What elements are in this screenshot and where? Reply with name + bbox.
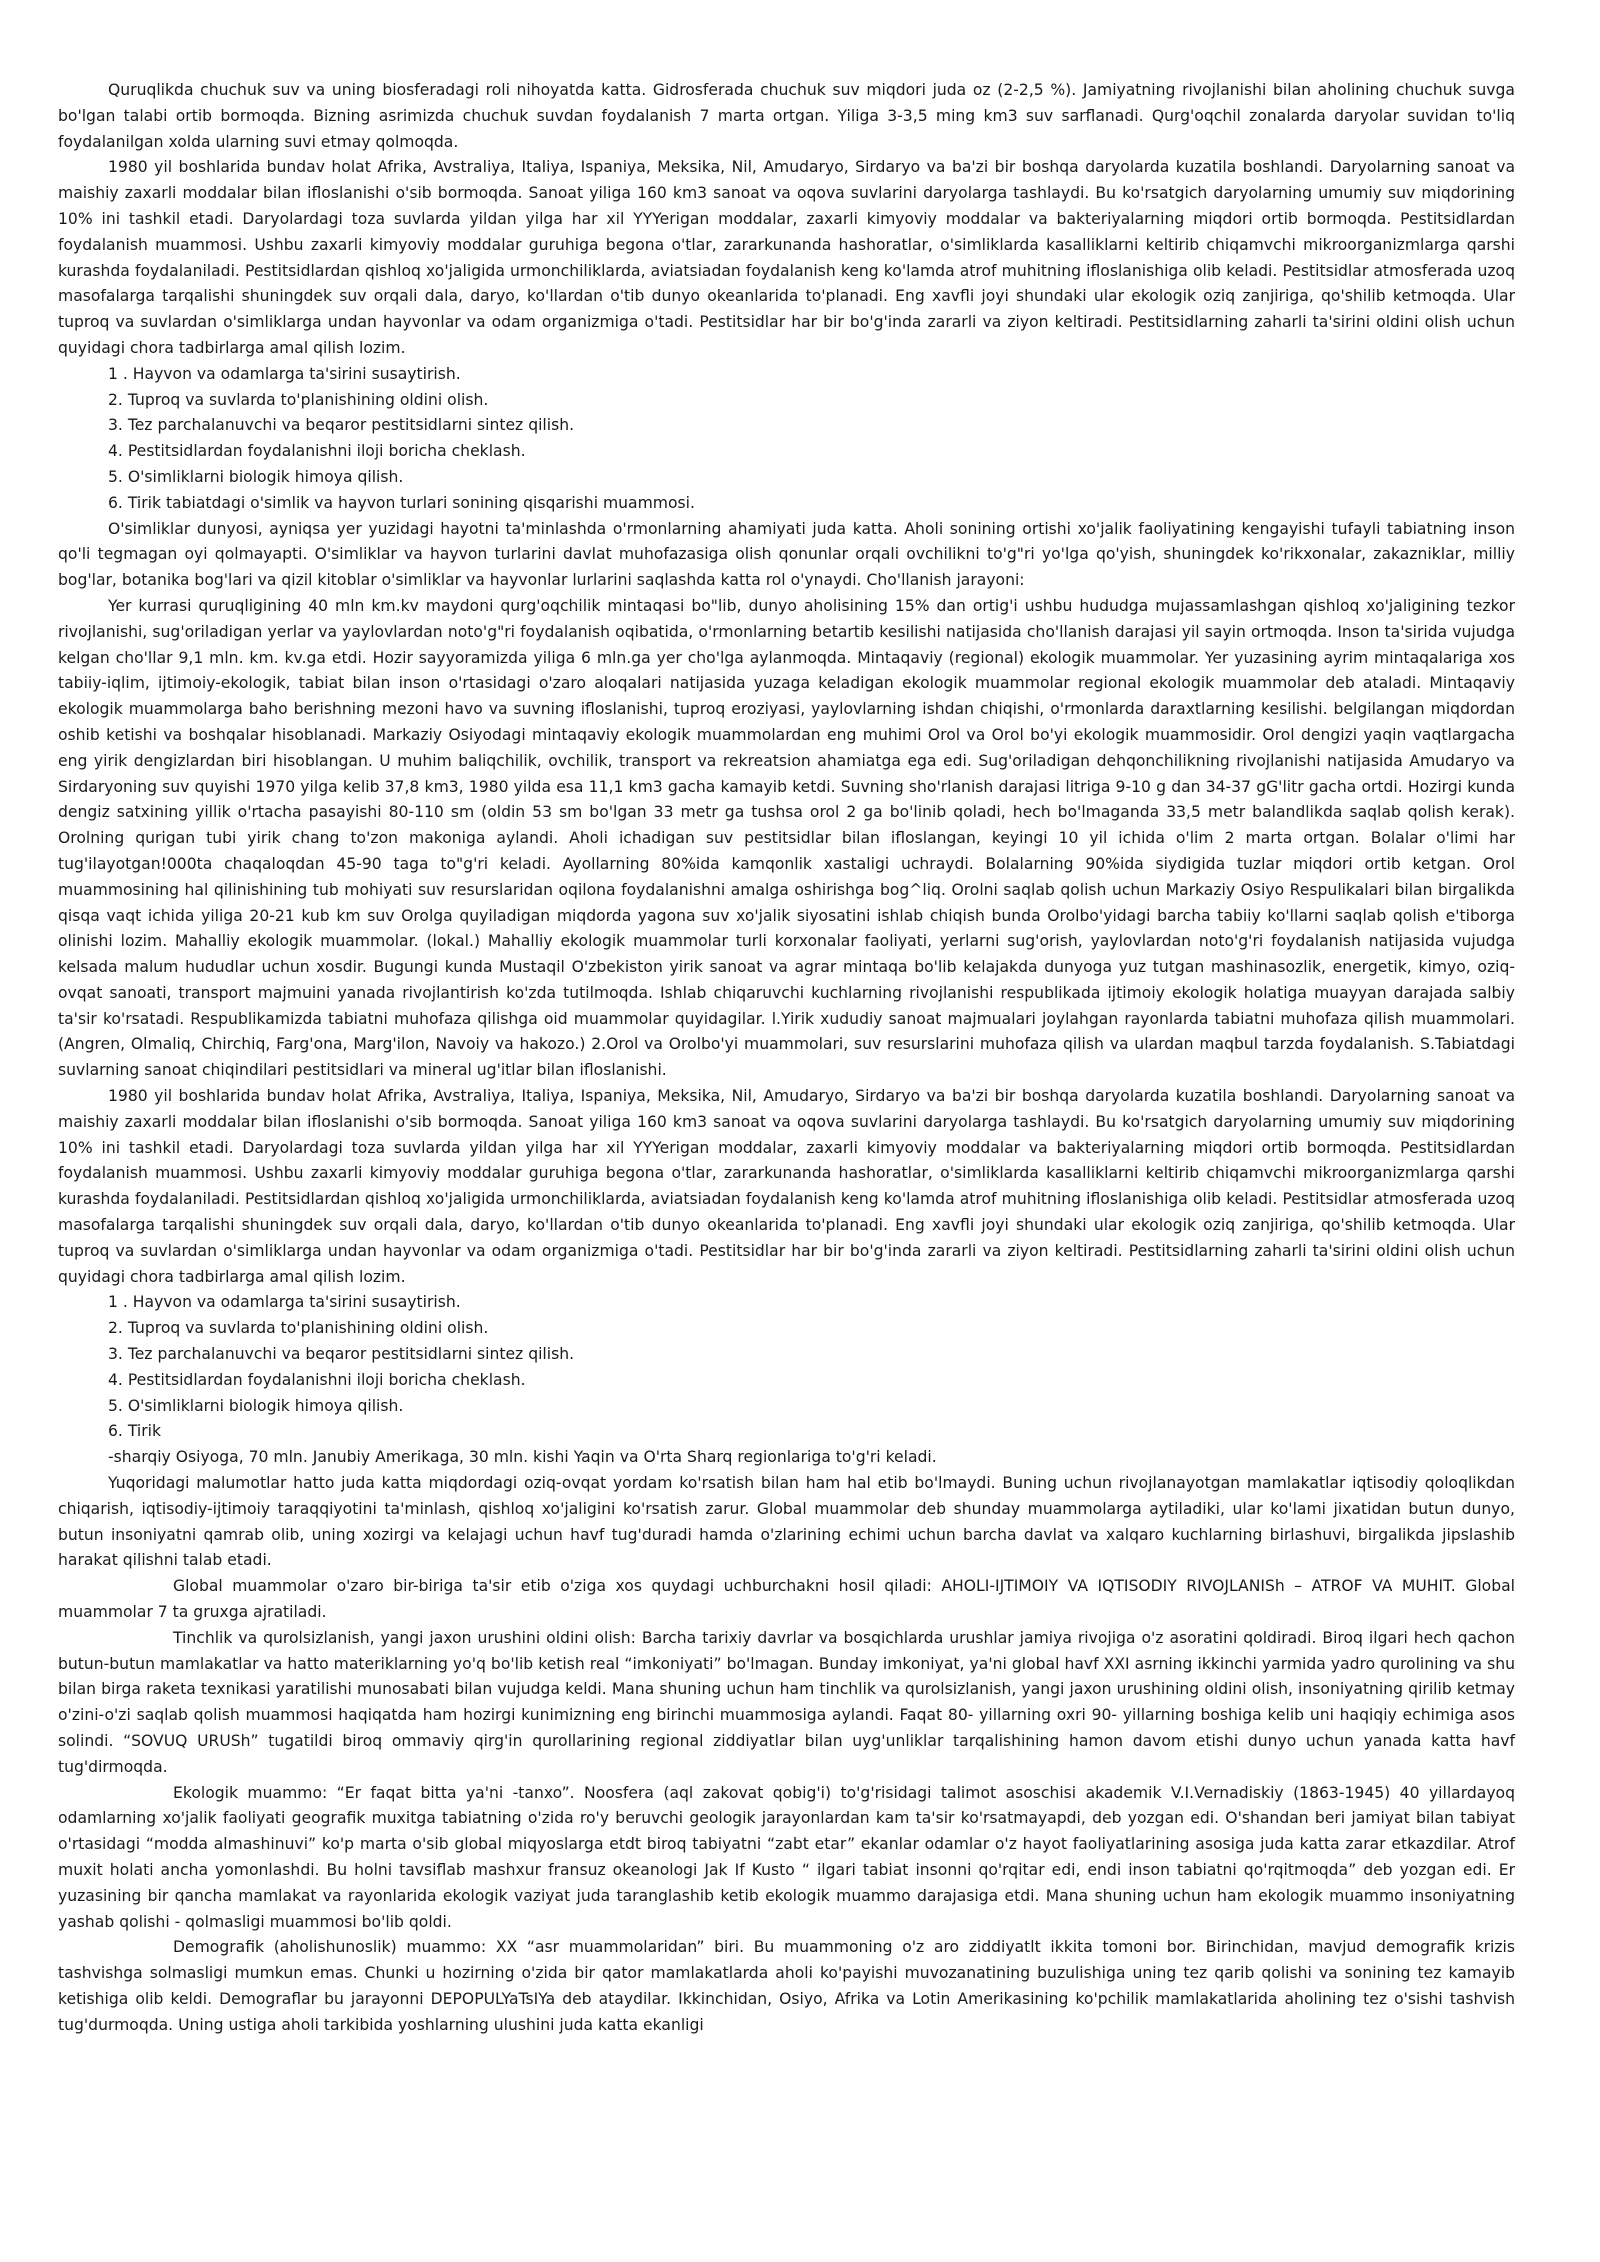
- paragraph-global-problems: Yuqoridagi malumotlar hatto juda katta miqdordagi oziq-ovqat yordam ko'rsatish bilan ham hal etib bo'lmaydi. Buning uchun rivojlanayotgan mamlakatlar iqtisodiy qoloqlikdan chiqarish, iqtisodiy-ijtimoiy taraqqiyotini ta'minlash, qishloq xo'jaligini ko'rsatish zarur. Global muammolar deb shunday muammolarga aytiladiki, ular ko'lami jixatidan butun dunyo, butun insoniyatni qamrab olib, uning xozirgi va kelajagi uchun havf tug'duradi hamda o'zlarining echimi uchun barcha davlat va xalqaro kuchlarning birlashuvi, birgalikda jipslashib harakat qilishni talab etadi.: [58, 1474, 1515, 1570]
- list-item: 1 . Hayvon va odamlarga ta'sirini susaytirish.: [108, 364, 461, 383]
- list-item: 6. Tirik tabiatdagi o'simlik va hayvon turlari sonining qisqarishi muammosi.: [108, 493, 695, 512]
- paragraph-demographic-problem: Demografik (aholishunoslik) muammo: XX “asr muammolaridan” biri. Bu muammoning o'z aro ziddiyatlt ikkita tomoni bor. Birinchidan, mavjud demografik krizis tashvishga solmasligi mumkun emas. Chunki u hozirning o'zida bir qator mamlakatlarda aholi ko'payishi muvozanatining buzulishiga uning tez qarib qolishi va sonining tez kamayib ketishiga olib keldi. Demograflar bu jarayonni DEPOPULYaTsIYa deb ataydilar. Ikkinchidan, Osiyo, Afrika va Lotin Amerikasining ko'pchilik mamlakatlarida aholining tez o'sishi tashvish tug'durmoqda. Uning ustiga aholi tarkibida yoshlarning ulushini juda katta ekanligi: [58, 1938, 1515, 2034]
- paragraph-ecological-problem: Ekologik muammo: “Er faqat bitta ya'ni -tanxo”. Noosfera (aql zakovat qobig'i) to'g'risidagi talimot asoschisi akademik V.I.Vernadiskiy (1863-1945) 40 yillardayoq odamlarning xo'jalik faoliyati geografik muxitga tabiatning o'zida ro'y beruvchi geologik jarayonlardan kam ta'sir ko'rsatmayapdi, deb yozgan edi. O'shandan beri jamiyat bilan tabiyat o'rtasidagi “modda almashinuvi” ko'p marta o'sib global miqyoslarga etdt biroq tabiyatni “zabt etar” ekanlar odamlar o'z hayot faoliyatlarining asosiga juda katta zarar etkazdilar. Atrof muxit holati ancha yomonlashdi. Bu holni tavsiflab mashxur fransuz okeanologi Jak If Kusto “ ilgari tabiat insonni qo'rqitar edi, endi inson tabiatni qo'rqitmoqda” deb yozgan edi. Er yuzasining bir qancha mamlakat va rayonlarida ekologik vaziyat juda taranglashib ketib ekologik muammo darajasiga etdi. Mana shuning uchun ham ekologik muammo insoniyatning yashab qolishi - qolmasligi muammosi bo'lib qoldi.: [58, 1783, 1515, 1931]
- list-item: 4. Pestitsidlardan foydalanishni iloji boricha cheklash.: [108, 442, 526, 461]
- text-line-fragment: -sharqiy Osiyoga, 70 mln. Janubiy Amerikaga, 30 mln. kishi Yaqin va O'rta Sharq regionlariga to'g'ri keladi.: [108, 1448, 937, 1467]
- paragraph-desertification: Yer kurrasi quruqligining 40 mln km.kv maydoni qurg'oqchilik mintaqasi bo"lib, dunyo aholisining 15% dan ortig'i ushbu hududga mujassamlashgan qishloq xo'jaligining tezkor rivojlanishi, sug'oriladigan yerlar va yaylovlardan noto'g"ri foydalanish oqibatida, o'rmonlarning betartib kesilishi natijasida cho'llanish darajasi yil sayin ortmoqda. Inson ta'sirida vujudga kelgan cho'llar 9,1 mln. km. kv.ga etdi. Hozir sayyoramizda yiliga 6 mln.ga yer cho'lga aylanmoqda. Mintaqaviy (regional) ekologik muammolar. Yer yuzasining ayrim mintaqalariga xos tabiiy-iqlim, ijtimoiy-ekologik, tabiat bilan inson o'rtasidagi o'zaro aloqalari natijasida yuzaga keladigan ekologik muammolar regional ekologik muammolar deb ataladi. Mintaqaviy ekologik muammolarga baho berishning mezoni havo va suvning ifloslanishi, tuproq eroziyasi, yaylovlarning ishdan chiqishi, o'rmonlarda daraxtlarning kesilishi. belgilangan miqdordan oshib ketishi va boshqalar hisoblanadi. Markaziy Osiyodagi mintaqaviy ekologik muammolardan eng muhimi Orol va Orol bo'yi ekologik muammosidir. Orol dengizi yaqin vaqtlargacha eng yirik dengizlardan biri hisoblangan. U muhim baliqchilik, ovchilik, transport va rekreatsion ahamiatga ega edi. Sug'oriladigan dehqonchilikning rivojlanishi natijasida Amudaryo va Sirdaryoning suv quyishi 1970 yilga kelib 37,8 km3, 1980 yilda esa 11,1 km3 gacha kamayib ketdi. Suvning sho'rlanish darajasi litriga 9-10 g dan 34-37 gG'litr gacha ortdi. Hozirgi kunda dengiz satxining yillik o'rtacha pasayishi 80-110 sm (oldin 53 sm bo'lgan 33 metr ga tushsa orol 2 ga bo'linib qoladi, hech bo'lmaganda 33,5 metr balandlikda saqlab qolish kerak). Orolning qurigan tubi yirik chang to'zon makoniga aylandi. Aholi ichadigan suv pestitsidlar bilan ifloslangan, keyingi 10 yil ichida o'lim 2 marta ortgan. Bolalar o'limi har tug'ilayotgan!000ta chaqaloqdan 45-90 taga to"g'ri keladi. Ayollarning 80%ida kamqonlik xastaligi uchraydi. Bolalarning 90%ida siydigida tuzlar miqdori ortib ketgan. Orol muammosining hal qilinishining tub mohiyati suv resurslaridan oqilona foydalanishni amalga oshirishga bog^liq. Orolni saqlab qolish uchun Markaziy Osiyo Respulikalari bilan birgalikda qisqa vaqt ichida yiliga 20-21 kub km suv Orolga quyiladigan miqdorda yagona suv xo'jalik siyosatini ishlab chiqish bunda Orolbo'yidagi barcha tabiiy ko'llarni saqlab qolish e'tiborga olinishi lozim. Mahalliy ekologik muammolar. (lokal.) Mahalliy ekologik muammolar turli korxonalar faoliyati, yerlarni sug'orish, yaylovlardan noto'g'ri foydalanish natijasida vujudga kelsada malum hududlar uchun xosdir. Bugungi kunda Mustaqil O'zbekiston yirik sanoat va agrar mintaqa bo'lib kelajakda dunyoga yuz tutgan mashinasozlik, energetik, kimyo, oziq-ovqat sanoati, transport majmuini yanada rivojlantirish ko'zda tutilmoqda. Ishlab chiqaruvchi kuchlarning rivojlanishi respublikada ijtimoiy ekologik holatiga muayyan darajada salbiy ta'sir ko'rsatadi. Respublikamizda tabiatni muhofaza qilishga oid muammolar quyidagilar. l.Yirik xududiy sanoat majmualari joylahgan rayonlarda tabiatni muhofaza qilish muammolari. (Angren, Olmaliq, Chirchiq, Farg'ona, Marg'ilon, Navoiy va hakozo.) 2.Orol va Orolbo'yi muammolari, suv resurslarini muhofaza qilish va ulardan maqbul tarzda foydalanish. S.Tabiatdagi suvlarning sanoat chiqindilari pestitsidlari va mineral ug'itlar bilan ifloslanishi.: [58, 596, 1515, 1080]
- list-item: 2. Tuproq va suvlarda to'planishining oldini olish.: [108, 390, 489, 409]
- list-item: 3. Tez parchalanuvchi va beqaror pestitsidlarni sintez qilish.: [108, 1345, 575, 1364]
- list-item: 3. Tez parchalanuvchi va beqaror pestitsidlarni sintez qilish.: [108, 416, 575, 435]
- list-item: 4. Pestitsidlardan foydalanishni iloji boricha cheklash.: [108, 1370, 526, 1389]
- list-item: 2. Tuproq va suvlarda to'planishining oldini olish.: [108, 1319, 489, 1338]
- paragraph-plants-world: O'simliklar dunyosi, ayniqsa yer yuzidagi hayotni ta'minlashda o'rmonlarning ahamiyati juda katta. Aholi sonining ortishi xo'jalik faoliyatining kengayishi tufayli tabiatning inson qo'li tegmagan oyi qolmayapti. O'simliklar va hayvon turlarini davlat muhofazasiga olish qonunlar orqali ovchilikni to'g"ri yo'lga qo'yish, shuningdek ko'rikxonalar, zakazniklar, milliy bog'lar, botanika bog'lari va qizil kitoblar o'simliklar va hayvonlar lurlarini saqlashda katta rol o'ynaydi. Cho'llanish jarayoni:: [58, 519, 1515, 590]
- list-item: 1 . Hayvon va odamlarga ta'sirini susaytirish.: [108, 1293, 461, 1312]
- list-item: 6. Tirik: [108, 1422, 161, 1441]
- paragraph-rivers-pollution-repeat: 1980 yil boshlarida bundav holat Afrika, Avstraliya, Italiya, Ispaniya, Meksika, Nil, Amudaryo, Sirdaryo va ba'zi bir boshqa daryolarda kuzatila boshlandi. Daryolarning sanoat va maishiy zaxarli moddalar bilan ifloslanishi o'sib bormoqda. Sanoat yiliga 160 km3 sanoat va oqova suvlarini daryolarga tashlaydi. Bu ko'rsatgich daryolarning umumiy suv miqdorining 10% ini tashkil etadi. Daryolardagi toza suvlarda yildan yilga har xil YYYerigan moddalar, zaxarli kimyoviy moddalar va bakteriyalarning miqdori ortib bormoqda. Pestitsidlardan foydalanish muammosi. Ushbu zaxarli kimyoviy moddalar guruhiga begona o'tlar, zararkunanda hashoratlar, o'simliklarda kasalliklarni keltirib chiqamvchi mikroorganizmlarga qarshi kurashda foydalaniladi. Pestitsidlardan qishloq xo'jaligida urmonchiliklarda, aviatsiadan foydalanish keng ko'lamda atrof muhitning ifloslanishiga olib keladi. Pestitsidlar atmosferada uzoq masofalarga tarqalishi shuningdek suv orqali dala, daryo, ko'llardan o'tib dunyo okeanlarida to'planadi. Eng xavfli joyi shundaki ular ekologik oziq zanjiriga, qo'shilib ketmoqda. Ular tuproq va suvlardan o'simliklarga undan hayvonlar va odam organizmiga o'tadi. Pestitsidlar har bir bo'g'inda zararli va ziyon keltiradi. Pestitsidlarning zaharli ta'sirini oldini olish uchun quyidagi chora tadbirlarga amal qilish lozim.: [58, 1087, 1515, 1286]
- paragraph-rivers-pollution: 1980 yil boshlarida bundav holat Afrika, Avstraliya, Italiya, Ispaniya, Meksika, Nil, Amudaryo, Sirdaryo va ba'zi bir boshqa daryolarda kuzatila boshlandi. Daryolarning sanoat va maishiy zaxarli moddalar bilan ifloslanishi o'sib bormoqda. Sanoat yiliga 160 km3 sanoat va oqova suvlarini daryolarga tashlaydi. Bu ko'rsatgich daryolarning umumiy suv miqdorining 10% ini tashkil etadi. Daryolardagi toza suvlarda yildan yilga har xil YYYerigan moddalar, zaxarli kimyoviy moddalar va bakteriyalarning miqdori ortib bormoqda. Pestitsidlardan foydalanish muammosi. Ushbu zaxarli kimyoviy moddalar guruhiga begona o'tlar, zararkunanda hashoratlar, o'simliklarda kasalliklarni keltirib chiqamvchi mikroorganizmlarga qarshi kurashda foydalaniladi. Pestitsidlardan qishloq xo'jaligida urmonchiliklarda, aviatsiadan foydalanish keng ko'lamda atrof muhitning ifloslanishiga olib keladi. Pestitsidlar atmosferada uzoq masofalarga tarqalishi shuningdek suv orqali dala, daryo, ko'llardan o'tib dunyo okeanlarida to'planadi. Eng xavfli joyi shundaki ular ekologik oziq zanjiriga, qo'shilib ketmoqda. Ular tuproq va suvlardan o'simliklarga undan hayvonlar va odam organizmiga o'tadi. Pestitsidlar har bir bo'g'inda zararli va ziyon keltiradi. Pestitsidlarning zaharli ta'sirini oldini olish uchun quyidagi chora tadbirlarga amal qilish lozim.: [58, 158, 1515, 357]
- list-item: 5. O'simliklarni biologik himoya qilish.: [108, 467, 404, 486]
- paragraph-global-triangle: Global muammolar o'zaro bir-biriga ta'sir etib o'ziga xos quydagi uchburchakni hosil qiladi: AHOLI-IJTIMOIY VA IQTISODIY RIVOJLANISh – ATROF VA MUHIT. Global muammolar 7 ta gruxga ajratiladi.: [58, 1577, 1515, 1622]
- paragraph-peace-disarmament: Tinchlik va qurolsizlanish, yangi jaxon urushini oldini olish: Barcha tarixiy davrlar va bosqichlarda urushlar jamiya rivojiga o'z asoratini qoldiradi. Biroq ilgari hech qachon butun-butun mamlakatlar va hatto materiklarning yo'q bo'lib ketish real “imkoniyati” bo'lmagan. Bunday imkoniyat, ya'ni global havf XXI asrning ikkinchi yarmida yadro qurolining va shu bilan birga raketa texnikasi yaratilishi munosabati bilan vujudga keldi. Mana shuning uchun ham tinchlik va qurolsizlanish, yangi jaxon urushining oldini olish, insoniyatning qirilib ketmay o'zini-o'zi saqlab qolish muammosi haqiqatda ham hozirgi kunimizning eng birinchi muammosiga aylandi. Faqat 80- yillarning oxri 90- yillarning boshiga kelib uni haqiqiy echimiga asos solindi. “SOVUQ URUSh” tugatildi biroq ommaviy qirg'in qurollarining regional ziddiyatlar bilan uyg'unliklar tarqalishining hamon davom etishi dunyo uchun yanada katta havf tug'dirmoqda.: [58, 1628, 1515, 1776]
- paragraph-fresh-water: Quruqlikda chuchuk suv va uning biosferadagi roli nihoyatda katta. Gidrosferada chuchuk suv miqdori juda oz (2-2,5 %). Jamiyatning rivojlanishi bilan aholining chuchuk suvga bo'lgan talabi ortib bormoqda. Bizning asrimizda chuchuk suvdan foydalanish 7 marta ortgan. Yiliga 3-3,5 ming km3 suv sarflanadi. Qurg'oqchil zonalarda daryolar suvidan to'liq foydalanilgan xolda ularning suvi etmay qolmoqda.: [58, 81, 1515, 151]
- list-item: 5. O'simliklarni biologik himoya qilish.: [108, 1396, 404, 1415]
